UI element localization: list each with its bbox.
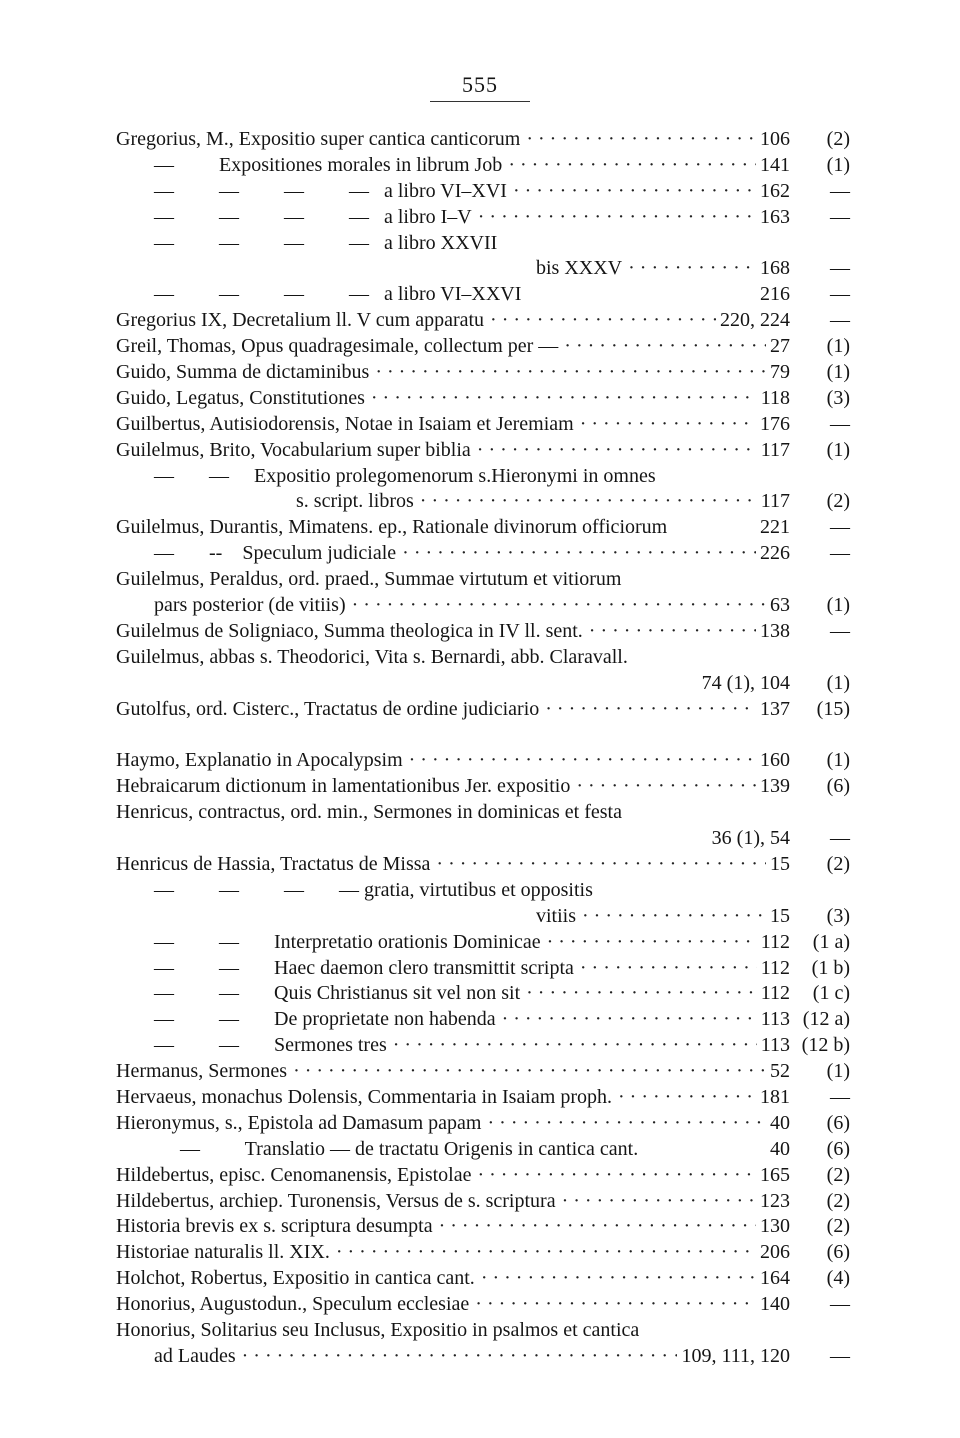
- dot-leader: [365, 386, 757, 412]
- index-entry: [116, 878, 850, 904]
- index-entry: [116, 438, 850, 464]
- dot-leader: [396, 541, 756, 567]
- entry-page-reference: 140: [760, 1293, 790, 1316]
- index-entry-list: [116, 127, 850, 1370]
- entry-page-reference: 123: [760, 1189, 790, 1212]
- dot-leader: [471, 438, 757, 464]
- dot-leader: [471, 1163, 756, 1189]
- index-entry: [116, 930, 850, 956]
- index-entry: [116, 541, 850, 567]
- index-entry: [116, 153, 850, 179]
- entry-page-reference: 117: [760, 490, 790, 513]
- entry-text-cell: [116, 153, 756, 179]
- index-entry: [116, 334, 850, 360]
- entry-text-cell: [116, 1059, 766, 1085]
- entry-text-cell: [116, 593, 766, 619]
- index-entry: [116, 748, 850, 774]
- entry-note: —: [830, 1085, 850, 1108]
- entry-page-reference: 27: [770, 335, 790, 358]
- entry-text-cell: [116, 981, 757, 1007]
- index-entry: [116, 697, 850, 723]
- entry-page-reference: 138: [760, 619, 790, 642]
- entry-title: Guilelmus, Peraldus, ord. praed., Summae virtutum et vitiorum: [116, 568, 622, 591]
- dot-leader: [583, 619, 756, 645]
- index-entry: [116, 1033, 850, 1059]
- entry-text-cell: [116, 1214, 756, 1240]
- entry-title: — — — — a libro XXVII: [154, 231, 498, 254]
- dot-leader: [576, 904, 766, 930]
- dot-leader: [484, 308, 716, 334]
- dot-leader: [539, 697, 756, 723]
- entry-page-reference: 139: [760, 775, 790, 798]
- entry-page-reference: 164: [760, 1267, 790, 1290]
- index-entry: [116, 412, 850, 438]
- entry-page-reference: 106: [760, 128, 790, 150]
- entry-title: Guido, Summa de dictaminibus: [116, 361, 370, 384]
- dot-leader: [556, 1189, 756, 1215]
- index-entry: [116, 1214, 850, 1240]
- entry-title: Henricus, contractus, ord. min., Sermones in dominicas et festa: [116, 801, 622, 824]
- index-entry: [116, 464, 850, 490]
- dot-leader: [430, 852, 766, 878]
- entry-text-cell: [116, 1085, 756, 1111]
- entry-note: (3): [826, 386, 850, 409]
- entry-title: Historia brevis ex s. scriptura desumpta: [116, 1215, 433, 1238]
- entry-title: — — — — a libro I–V: [154, 205, 472, 228]
- index-entry: [116, 774, 850, 800]
- entry-title: Honorius, Augustodun., Speculum ecclesiae: [116, 1293, 470, 1316]
- entry-page-reference: 117: [760, 438, 790, 461]
- entry-title: ad Laudes: [154, 1344, 236, 1367]
- index-entry: [116, 515, 850, 541]
- entry-title: Haymo, Explanatio in Apocalypsim: [116, 749, 403, 772]
- entry-note: —: [830, 205, 850, 228]
- entry-note: —: [830, 257, 850, 280]
- entry-note: (1 a): [812, 930, 850, 953]
- entry-text-cell: [116, 1318, 786, 1344]
- dot-leader: [570, 774, 756, 800]
- entry-note: —: [830, 1344, 850, 1367]
- entry-note: —: [830, 542, 850, 565]
- entry-note: (1): [826, 749, 850, 772]
- entry-text-cell: [116, 308, 716, 334]
- entry-note: (1): [826, 594, 850, 617]
- index-entry: [116, 800, 850, 826]
- entry-note: —: [830, 179, 850, 202]
- entry-page-reference: 162: [760, 179, 790, 202]
- entry-page-reference: 109, 111, 120: [681, 1344, 790, 1367]
- index-entry: [116, 671, 850, 697]
- entry-note: (6): [826, 1111, 850, 1134]
- dot-leader: [558, 334, 766, 360]
- entry-note: —: [830, 309, 850, 332]
- entry-text-cell: [116, 412, 756, 438]
- entry-page-reference: 52: [770, 1060, 790, 1083]
- entry-title: — — De proprietate non habenda: [154, 1008, 496, 1031]
- entry-title: — — Expositio prolegomenorum s.Hieronymi in omnes: [154, 464, 656, 487]
- dot-leader: [502, 153, 756, 179]
- entry-note: —: [830, 827, 850, 850]
- page-number: 555: [462, 72, 498, 97]
- dot-leader: [507, 179, 756, 205]
- index-entry: [116, 1111, 850, 1137]
- entry-note: (1): [826, 438, 850, 461]
- entry-page-reference: 40: [770, 1111, 790, 1134]
- entry-page-reference: 216: [760, 283, 790, 306]
- dot-leader: [236, 1344, 678, 1370]
- index-entry: [116, 256, 850, 282]
- dot-leader: [496, 1007, 757, 1033]
- entry-text-cell: [116, 800, 786, 826]
- entry-page-reference: 74 (1), 104: [701, 671, 790, 694]
- entry-note: (2): [826, 1189, 850, 1212]
- entry-title: Gregorius IX, Decretalium ll. V cum apparatu: [116, 309, 485, 332]
- index-entry: [116, 567, 850, 593]
- entry-text-cell: [116, 541, 756, 567]
- entry-page-reference: 141: [760, 153, 790, 176]
- dot-leader: [482, 1111, 767, 1137]
- entry-page-reference: 79: [770, 361, 790, 384]
- entry-title: Guilbertus, Autisiodorensis, Notae in Isaiam et Jeremiam: [116, 412, 574, 435]
- entry-title: Hervaeus, monachus Dolensis, Commentaria in Isaiam proph.: [116, 1085, 612, 1108]
- entry-note: (2): [826, 1163, 850, 1186]
- dot-leader: [287, 1059, 766, 1085]
- index-entry: [116, 1344, 850, 1370]
- entry-text-cell: [116, 645, 786, 671]
- section-gap: [116, 722, 850, 748]
- entry-title: Holchot, Robertus, Expositio in cantica cant.: [116, 1267, 475, 1290]
- entry-page-reference: 112: [760, 930, 790, 953]
- entry-text-cell: [116, 205, 756, 231]
- entry-text-cell: [116, 774, 756, 800]
- entry-note: (3): [826, 904, 850, 927]
- dot-leader: [574, 956, 757, 982]
- entry-note: —: [830, 516, 850, 539]
- entry-page-reference: 112: [760, 982, 790, 1005]
- entry-note: (1): [826, 335, 850, 358]
- entry-title: Honorius, Solitarius seu Inclusus, Expositio in psalmos et cantica: [116, 1318, 640, 1341]
- dot-leader: [622, 256, 756, 282]
- entry-title: — — Quis Christianus sit vel non sit: [154, 982, 521, 1005]
- entry-note: (4): [826, 1267, 850, 1290]
- entry-text-cell: [116, 1240, 756, 1266]
- entry-title: Gregorius, M., Expositio super cantica canticorum: [116, 128, 521, 150]
- dot-leader: [433, 1214, 756, 1240]
- entry-text-cell: [116, 231, 786, 257]
- entry-note: (1): [826, 671, 850, 694]
- index-entry: [116, 282, 850, 308]
- entry-title: Hieronymus, s., Epistola ad Damasum papam: [116, 1111, 482, 1134]
- entry-page-reference: 226: [760, 542, 790, 565]
- entry-title: Guilelmus, Brito, Vocabularium super biblia: [116, 438, 471, 461]
- index-entry: [116, 904, 850, 930]
- entry-note: (1): [826, 1060, 850, 1083]
- entry-page-reference: 165: [760, 1163, 790, 1186]
- index-entry: [116, 489, 850, 515]
- entry-page-reference: 118: [760, 386, 790, 409]
- index-entry: [116, 179, 850, 205]
- entry-text-cell: [116, 748, 756, 774]
- index-entry: [116, 1266, 850, 1292]
- index-entry: [116, 1007, 850, 1033]
- entry-text-cell: [116, 852, 766, 878]
- entry-text-cell: [116, 179, 756, 205]
- entry-note: (2): [826, 490, 850, 513]
- dot-leader: [520, 127, 756, 153]
- index-entry: [116, 593, 850, 619]
- dot-leader: [403, 748, 756, 774]
- entry-text-cell: [116, 1344, 677, 1370]
- entry-text-cell: [116, 515, 756, 541]
- entry-page-reference: 113: [760, 1034, 790, 1057]
- entry-title: — — — — a libro VI–XVI: [154, 179, 507, 202]
- entry-note: —: [830, 283, 850, 306]
- dot-leader: [469, 1292, 756, 1318]
- entry-text-cell: [116, 464, 786, 490]
- entry-title: — Expositiones morales in librum Job: [154, 153, 503, 176]
- entry-page-reference: 160: [760, 749, 790, 772]
- entry-title: — — Haec daemon clero transmittit scripta: [154, 956, 574, 979]
- entry-note: (2): [826, 128, 850, 150]
- entry-page-reference: 168: [760, 257, 790, 280]
- index-entry: [116, 981, 850, 1007]
- entry-note: (2): [826, 852, 850, 875]
- entry-text-cell: [116, 256, 756, 282]
- entry-text-cell: [116, 1189, 756, 1215]
- entry-page-reference: 15: [770, 852, 790, 875]
- dot-leader: [330, 1240, 756, 1266]
- entry-page-reference: 130: [760, 1215, 790, 1238]
- entry-note: (12 b): [801, 1034, 850, 1057]
- index-entry: [116, 1059, 850, 1085]
- dot-leader: [414, 489, 757, 515]
- entry-title: pars posterior (de vitiis): [154, 594, 346, 617]
- entry-text-cell: [116, 489, 757, 515]
- entry-page-reference: 113: [760, 1008, 790, 1031]
- entry-page-reference: 206: [760, 1241, 790, 1264]
- index-entry: [116, 1137, 850, 1163]
- index-entry: [116, 619, 850, 645]
- entry-page-reference: 137: [760, 697, 790, 720]
- index-entry: [116, 360, 850, 386]
- index-entry: [116, 1318, 850, 1344]
- entry-note: (1 c): [812, 982, 850, 1005]
- entry-note: (1): [826, 361, 850, 384]
- entry-text-cell: [116, 1292, 756, 1318]
- index-entry: [116, 1085, 850, 1111]
- dot-leader: [541, 930, 757, 956]
- entry-text-cell: [116, 127, 756, 153]
- entry-text-cell: [116, 1111, 766, 1137]
- entry-title: — — — — gratia, virtutibus et oppositis: [154, 878, 593, 901]
- entry-text-cell: [116, 334, 766, 360]
- dot-leader: [346, 593, 766, 619]
- entry-page-reference: 176: [760, 412, 790, 435]
- entry-note: (6): [826, 1137, 850, 1160]
- dot-leader: [472, 205, 756, 231]
- index-entry: [116, 826, 850, 852]
- entry-page-reference: 40: [770, 1137, 790, 1160]
- entry-text-cell: [116, 1137, 766, 1163]
- entry-title: — — Interpretatio orationis Dominicae: [154, 930, 541, 953]
- dot-leader: [612, 1085, 756, 1111]
- entry-note: (15): [816, 697, 850, 720]
- dot-leader: [574, 412, 756, 438]
- entry-title: Guido, Legatus, Constitutiones: [116, 386, 365, 409]
- entry-title: — Translatio — de tractatu Origenis in cantica cant.: [180, 1137, 639, 1160]
- index-entry: [116, 127, 850, 153]
- dot-leader: [369, 360, 766, 386]
- entry-title: Guilelmus de Soligniaco, Summa theologica in IV ll. sent.: [116, 619, 583, 642]
- entry-page-reference: 36 (1), 54: [711, 827, 790, 850]
- entry-page-reference: 181: [760, 1085, 790, 1108]
- index-entry: [116, 852, 850, 878]
- page-number-rule: [430, 101, 530, 102]
- entry-text-cell: [116, 697, 756, 723]
- index-entry: [116, 1189, 850, 1215]
- entry-note: —: [830, 412, 850, 435]
- entry-text-cell: [116, 360, 766, 386]
- index-entry: [116, 205, 850, 231]
- index-entry: [116, 645, 850, 671]
- entry-page-reference: 112: [760, 956, 790, 979]
- entry-title: Hermanus, Sermones: [116, 1060, 288, 1083]
- entry-page-reference: 220, 224: [720, 309, 790, 332]
- entry-title: bis XXXV: [536, 257, 623, 280]
- entry-text-cell: [116, 619, 756, 645]
- entry-note: (6): [826, 775, 850, 798]
- entry-title: Guilelmus, abbas s. Theodorici, Vita s. Bernardi, abb. Claravall.: [116, 645, 628, 668]
- entry-text-cell: [116, 386, 757, 412]
- entry-text-cell: [116, 1007, 757, 1033]
- entry-title: Henricus de Hassia, Tractatus de Missa: [116, 852, 431, 875]
- entry-page-reference: 15: [770, 904, 790, 927]
- entry-note: —: [830, 1293, 850, 1316]
- entry-note: (1): [826, 153, 850, 176]
- entry-note: (1 b): [811, 956, 850, 979]
- entry-title: vitiis: [536, 904, 577, 927]
- index-entry: [116, 308, 850, 334]
- index-entry: [116, 1163, 850, 1189]
- entry-title: Historiae naturalis ll. XIX.: [116, 1241, 330, 1264]
- entry-text-cell: [116, 567, 786, 593]
- entry-text-cell: [116, 904, 766, 930]
- entry-text-cell: [116, 878, 786, 904]
- entry-note: (6): [826, 1241, 850, 1264]
- entry-note: (12 a): [802, 1008, 850, 1031]
- entry-title: — — — — a libro VI–XXVI: [154, 283, 522, 306]
- entry-title: Hildebertus, episc. Cenomanensis, Epistolae: [116, 1163, 472, 1186]
- entry-title: Hildebertus, archiep. Turonensis, Versus de s. scriptura: [116, 1189, 556, 1212]
- entry-title: s. script. libros: [296, 490, 414, 513]
- dot-leader: [520, 981, 757, 1007]
- entry-title: — — Sermones tres: [154, 1034, 387, 1057]
- entry-text-cell: [116, 1266, 756, 1292]
- index-entry: [116, 1292, 850, 1318]
- entry-title: — -- Speculum judiciale: [154, 542, 397, 565]
- entry-page-reference: 63: [770, 594, 790, 617]
- dot-leader: [475, 1266, 756, 1292]
- entry-text-cell: [116, 282, 756, 308]
- entry-note: —: [830, 619, 850, 642]
- index-entry: [116, 956, 850, 982]
- entry-text-cell: [116, 930, 757, 956]
- entry-text-cell: [116, 956, 757, 982]
- index-entry: [116, 386, 850, 412]
- index-entry: [116, 1240, 850, 1266]
- entry-text-cell: [116, 438, 757, 464]
- entry-page-reference: 163: [760, 205, 790, 228]
- entry-title: Gutolfus, ord. Cisterc., Tractatus de ordine judiciario: [116, 697, 540, 720]
- entry-title: Hebraicarum dictionum in lamentationibus Jer. expositio: [116, 775, 571, 798]
- dot-leader: [387, 1033, 757, 1059]
- entry-note: (2): [826, 1215, 850, 1238]
- entry-text-cell: [116, 1163, 756, 1189]
- index-entry: [116, 231, 850, 257]
- entry-title: Greil, Thomas, Opus quadragesimale, collectum per —: [116, 335, 559, 358]
- entry-title: Guilelmus, Durantis, Mimatens. ep., Rationale divinorum officiorum: [116, 516, 668, 539]
- entry-text-cell: [116, 1033, 757, 1059]
- entry-page-reference: 221: [760, 516, 790, 539]
